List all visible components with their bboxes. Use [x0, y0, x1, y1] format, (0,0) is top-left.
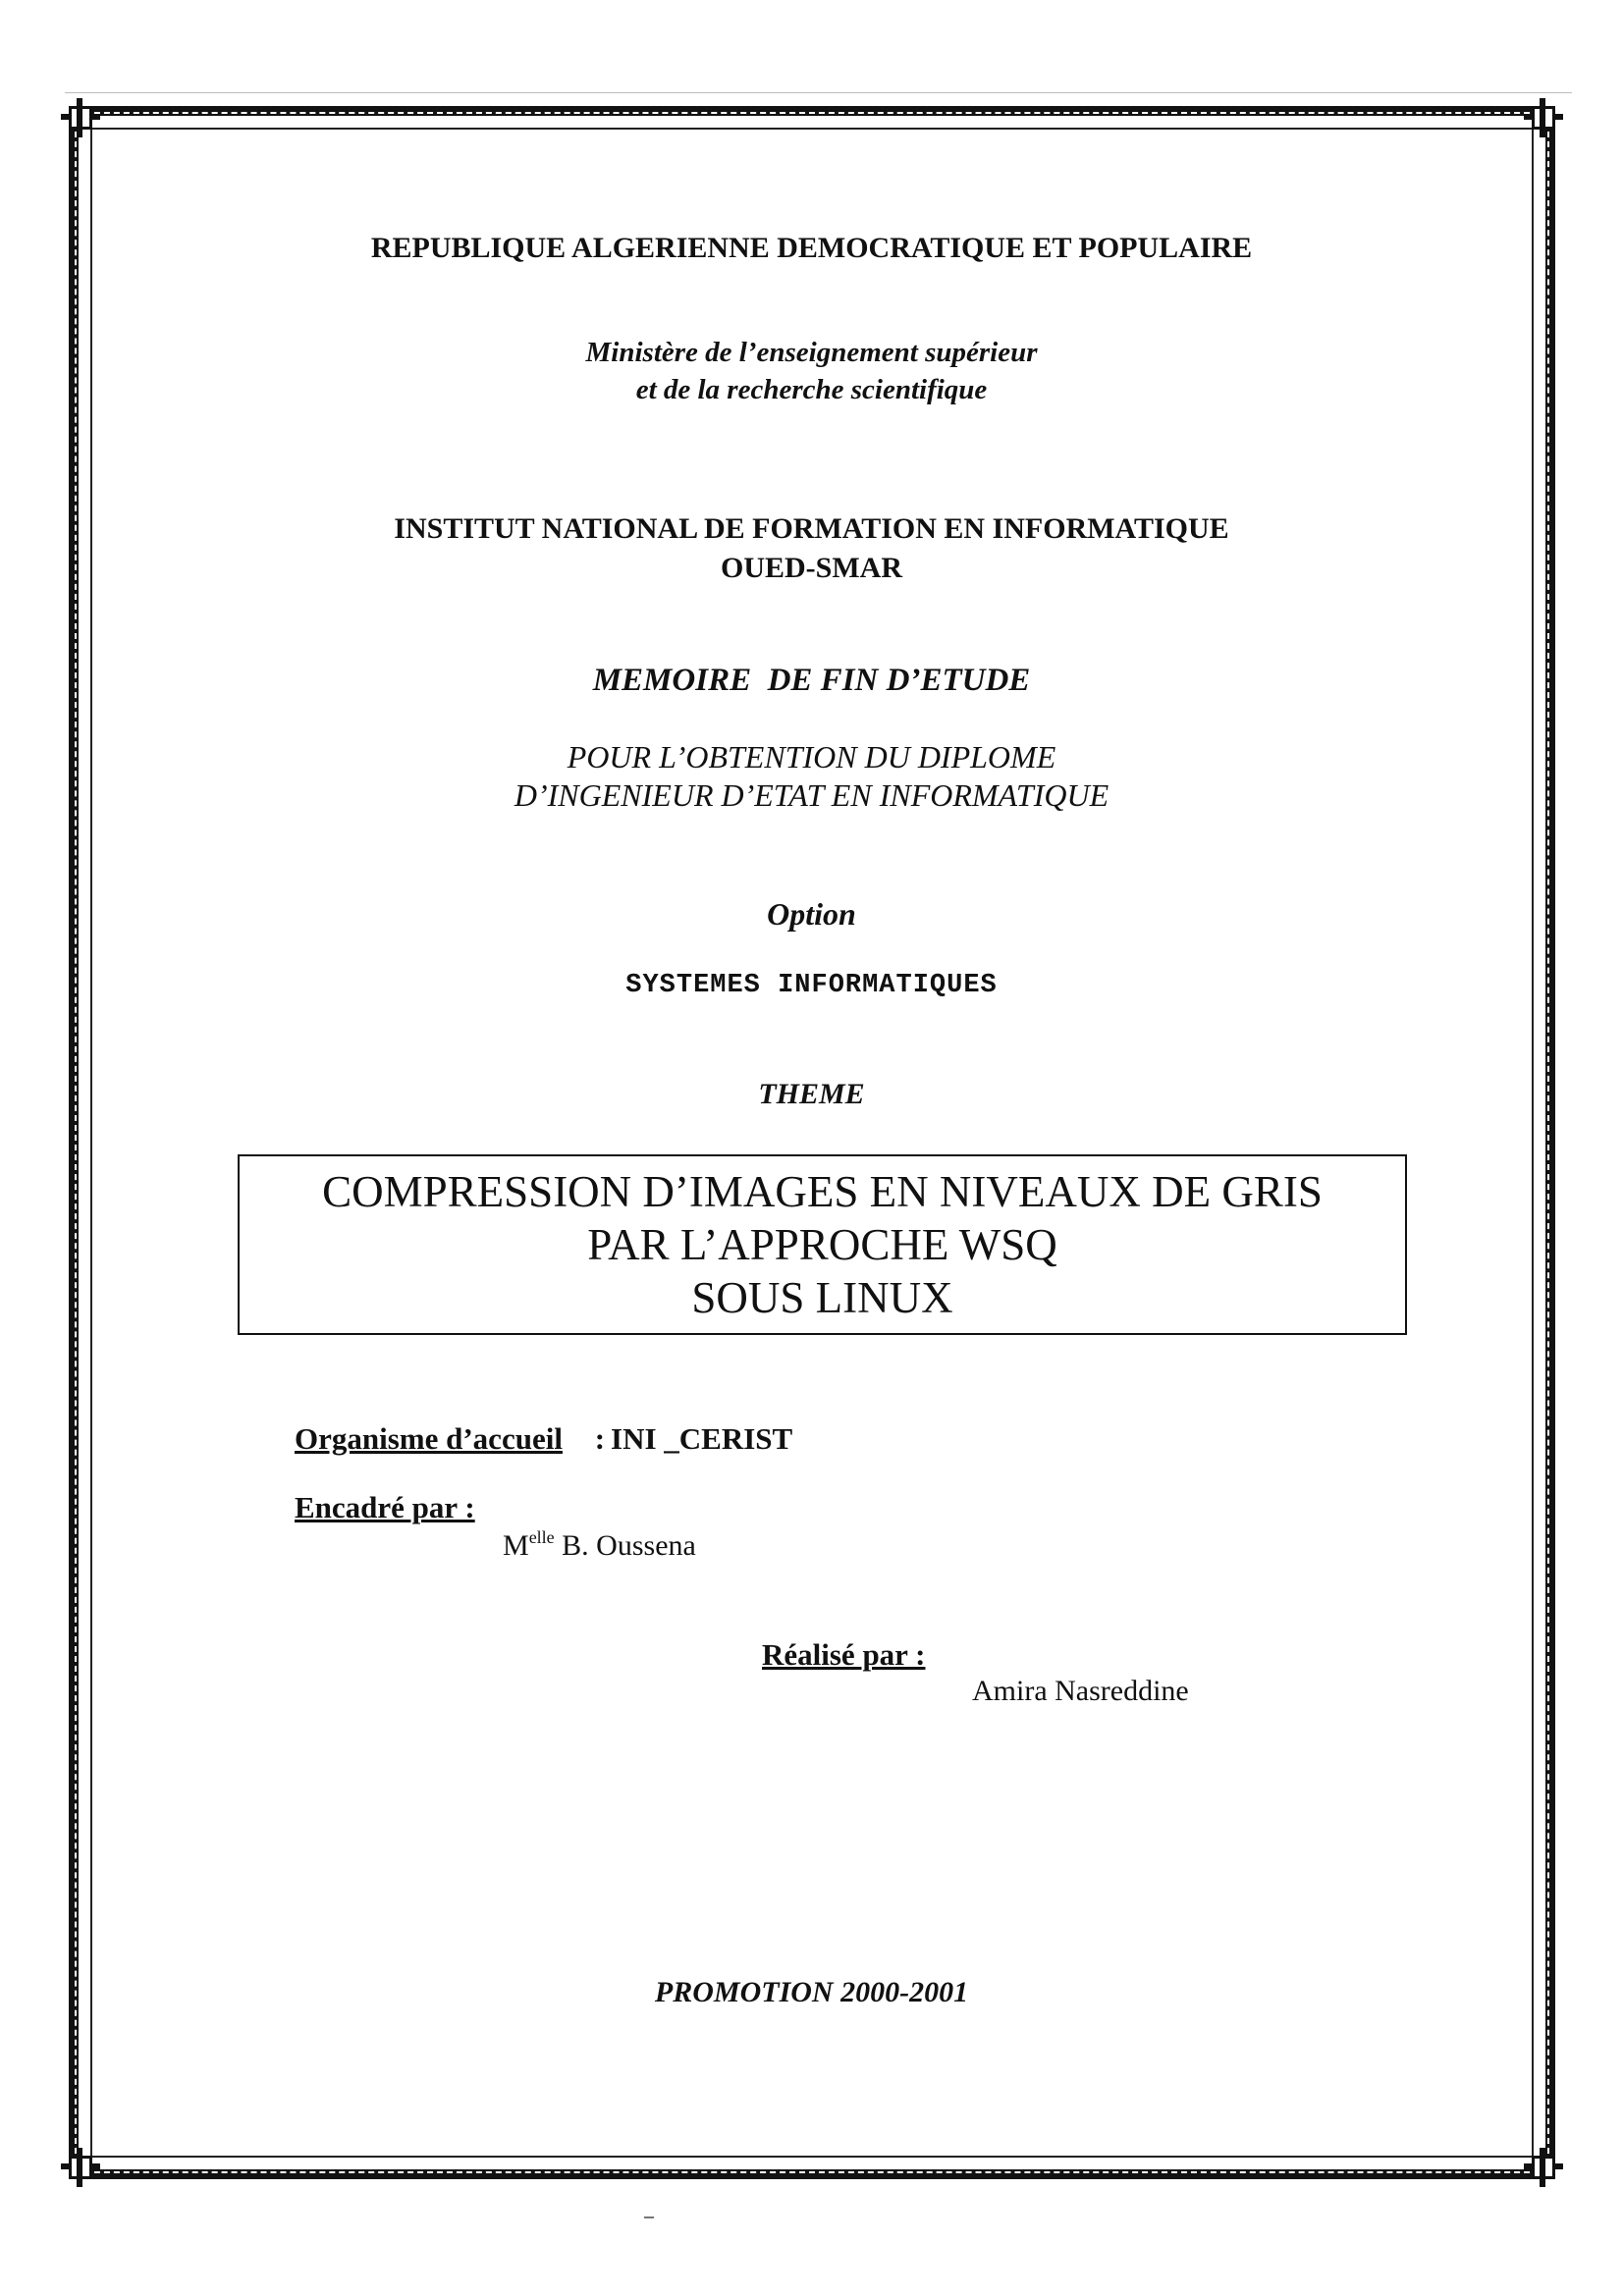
host-organization-value: INI _CERIST: [611, 1421, 793, 1456]
ministry-line-1: Ministère de l’enseignement supérieur: [585, 337, 1038, 368]
supervisor-label: Encadré par :: [295, 1490, 475, 1524]
promotion-year: PROMOTION 2000-2001: [654, 1976, 969, 2008]
theme-label: THEME: [758, 1078, 865, 1110]
page-border-inner: [90, 128, 1534, 2158]
option-label: Option: [767, 896, 856, 932]
corner-ornament-bottom-right: [1524, 2148, 1563, 2187]
institute-line-2: OUED-SMAR: [721, 552, 902, 584]
corner-ornament-top-left: [61, 98, 100, 137]
corner-ornament-top-right: [1524, 98, 1563, 137]
corner-ornament-bottom-left: [61, 2148, 100, 2187]
theme-title-box: [238, 1154, 1407, 1335]
supervisor-title: M: [503, 1529, 529, 1562]
ministry-line-2: et de la recherche scientifique: [635, 374, 988, 405]
theme-title-line-2: PAR L’APPROCHE WSQ: [587, 1220, 1057, 1269]
author-name: Amira Nasreddine: [972, 1675, 1189, 1707]
supervisor-name-text: B. Oussena: [554, 1529, 696, 1562]
top-rule: [65, 92, 1572, 93]
supervisor-title-superscript: elle: [528, 1527, 555, 1547]
republic-heading: REPUBLIQUE ALGERIENNE DEMOCRATIQUE ET POPULAIRE: [370, 232, 1253, 264]
institute-line-1: INSTITUT NATIONAL DE FORMATION EN INFORMATIQUE: [394, 512, 1229, 545]
author-label: Réalisé par :: [762, 1637, 926, 1672]
thesis-purpose-line-2: D’INGENIEUR D’ETAT EN INFORMATIQUE: [514, 777, 1109, 813]
scan-mark: [644, 2216, 654, 2218]
host-organization-separator: :: [587, 1421, 606, 1456]
option-value: SYSTEMES INFORMATIQUES: [625, 971, 998, 1000]
host-organization-label: Organisme d’accueil: [295, 1421, 563, 1456]
thesis-purpose-line-1: POUR L’OBTENTION DU DIPLOME: [567, 739, 1056, 774]
supervisor-name: [503, 1527, 696, 1563]
theme-title-line-3: SOUS LINUX: [691, 1273, 953, 1322]
theme-title-line-1: COMPRESSION D’IMAGES EN NIVEAUX DE GRIS: [322, 1167, 1323, 1216]
thesis-type: MEMOIRE DE FIN D’ETUDE: [592, 663, 1031, 698]
